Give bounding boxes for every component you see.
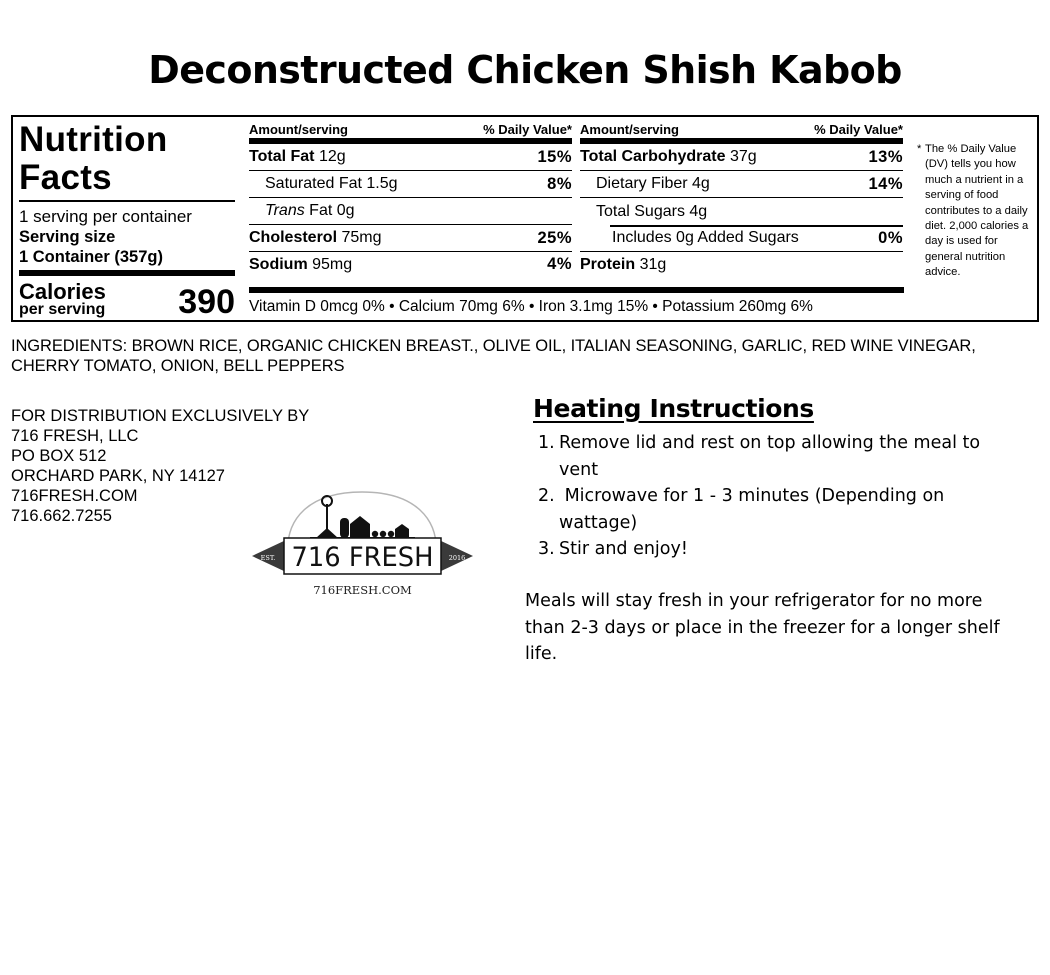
nutrition-summary	[19, 121, 235, 324]
column-header	[249, 121, 572, 138]
nutrient-row-sodium	[249, 252, 572, 277]
nutrient-dv: 25%	[537, 228, 572, 247]
nutrient-name: Dietary Fiber	[596, 175, 688, 192]
nutrient-dv: 14%	[868, 174, 903, 193]
logo-url: 716FRESH.COM	[313, 583, 412, 597]
divider	[249, 287, 904, 293]
nutrient-dv: 4%	[547, 255, 572, 273]
amount-serving-header: Amount/serving	[249, 122, 348, 137]
nutrient-name-rest: Fat	[309, 202, 333, 219]
calories-value: 390	[178, 282, 235, 321]
daily-value-footnote	[917, 142, 1035, 281]
step-number: 3.	[538, 539, 555, 559]
storage-note: Meals will stay fresh in your refrigerator for no more than 2-3 days or place in the freezer for a longer shelf life.	[525, 591, 1000, 664]
product-title: Deconstructed Chicken Shish Kabob	[148, 48, 902, 92]
serving-size-label: Serving size	[19, 227, 116, 246]
daily-value-header: % Daily Value*	[483, 122, 572, 137]
nutrient-row-dietary-fiber	[580, 171, 903, 198]
nutrition-heading-line2: Facts	[19, 158, 112, 197]
nutrient-dv: 13%	[868, 147, 903, 166]
nutrient-name: Cholesterol	[249, 229, 338, 246]
nutrient-row-cholesterol	[249, 225, 572, 252]
nutrient-amount: 12g	[318, 148, 346, 165]
step-text: Remove lid and rest on top allowing the meal to vent	[559, 433, 981, 480]
phone: 716.662.7255	[11, 507, 112, 525]
nutrient-name: Saturated Fat	[265, 175, 362, 192]
nutrient-name: Protein	[580, 255, 636, 273]
logo-year: 2016	[448, 554, 466, 562]
nutrient-name: Total Fat	[249, 148, 315, 165]
logo-brand: 716 FRESH	[291, 542, 434, 573]
nutrient-amount: 95mg	[312, 255, 353, 273]
brand-logo	[250, 488, 475, 600]
step-number: 1.	[538, 433, 555, 453]
list-item	[538, 536, 1008, 563]
heating-instructions-title: Heating Instructions	[533, 394, 814, 423]
nutrient-dv: 8%	[547, 174, 572, 193]
step-text: Stir and enjoy!	[559, 539, 688, 559]
nutrient-name: Total Carbohydrate	[580, 148, 726, 165]
nutrient-name: Total Sugars	[596, 202, 685, 220]
heating-steps	[538, 430, 1008, 563]
vitamins-minerals: Vitamin D 0mcg 0% • Calcium 70mg 6% • Iron 3.1mg 15% • Potassium 260mg 6%	[249, 298, 813, 315]
nutrient-amount: 0g	[336, 202, 355, 219]
divider	[19, 270, 235, 276]
nutrition-facts-panel	[11, 115, 1039, 322]
nutrient-row-protein	[580, 252, 903, 277]
nutrient-row-saturated-fat	[249, 171, 572, 198]
list-item	[538, 430, 1008, 483]
po-box: PO BOX 512	[11, 447, 107, 465]
nutrient-column-right	[580, 121, 903, 277]
nutrient-row-trans-fat	[249, 198, 572, 225]
logo-est: EST.	[260, 554, 276, 562]
column-header	[580, 121, 903, 138]
footnote-star: *	[917, 143, 922, 155]
calories-per-serving: per serving	[19, 300, 106, 318]
calories-label: Calories	[19, 278, 106, 304]
step-text: Microwave for 1 - 3 minutes (Depending on wattage)	[559, 486, 950, 533]
website: 716FRESH.COM	[11, 487, 138, 505]
nutrient-row-total-sugars	[580, 198, 903, 225]
nutrient-name: Sodium	[249, 255, 308, 273]
nutrient-name: Trans	[265, 202, 305, 219]
daily-value-header: % Daily Value*	[814, 122, 903, 137]
distribution-line: FOR DISTRIBUTION EXCLUSIVELY BY	[11, 407, 310, 425]
nutrition-heading-line1: Nutrition	[19, 120, 168, 159]
nutrient-dv: 0%	[878, 228, 903, 247]
calories-block	[19, 278, 235, 324]
nutrient-amount: 37g	[729, 148, 757, 165]
divider	[19, 200, 235, 202]
serving-size-value: 1 Container (357g)	[19, 247, 163, 266]
nutrient-amount: 4g	[692, 175, 710, 192]
nutrient-row-total-fat	[249, 144, 572, 171]
nutrient-dv: 15%	[537, 147, 572, 166]
city-state-zip: ORCHARD PARK, NY 14127	[11, 467, 225, 485]
amount-serving-header: Amount/serving	[580, 122, 679, 137]
servings-per-container: 1 serving per container	[19, 206, 192, 226]
nutrient-amount: 1.5g	[366, 175, 398, 192]
nutrient-row-added-sugars	[580, 225, 903, 252]
company-name: 716 FRESH, LLC	[11, 427, 139, 445]
step-number: 2.	[538, 486, 555, 506]
ingredients-list: INGREDIENTS: BROWN RICE, ORGANIC CHICKEN BREAST., OLIVE OIL, ITALIAN SEASONING, GARLIC, RED WINE VINEGAR, CHERRY TOMATO, ONION, BELL PEPPERS	[11, 337, 976, 375]
nutrient-amount: 31g	[639, 255, 667, 273]
nutrient-amount: 4g	[689, 202, 708, 220]
footnote-text: The % Daily Value (DV) tells you how much a nutrient in a serving of food contributes to a daily diet. 2,000 calories a day is used for general nutrition advice.	[925, 143, 1029, 279]
list-item	[538, 483, 1008, 536]
nutrient-amount: 75mg	[341, 229, 382, 246]
nutrient-row-total-carbohydrate	[580, 144, 903, 171]
nutrient-name: Includes 0g Added Sugars	[612, 229, 799, 246]
nutrient-column-left	[249, 121, 572, 277]
